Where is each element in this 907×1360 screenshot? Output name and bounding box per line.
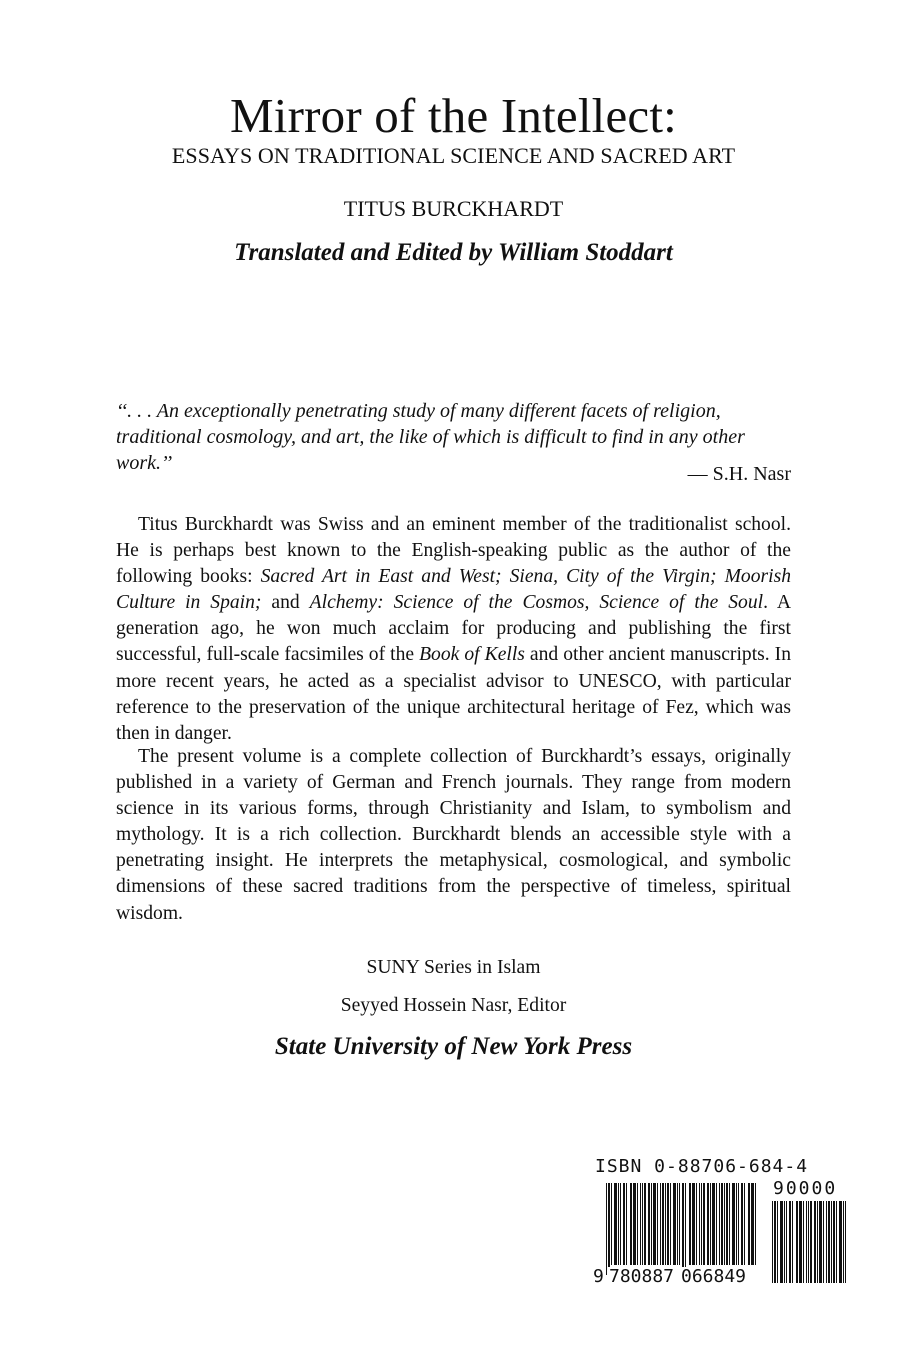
barcode-bar: [729, 1183, 730, 1265]
barcode-bar: [823, 1201, 824, 1283]
barcode-bar: [744, 1183, 745, 1265]
isbn-barcode: [590, 1157, 850, 1307]
barcode-bar: [817, 1201, 818, 1283]
price-code: 90000: [773, 1178, 838, 1199]
barcode-bar: [630, 1183, 632, 1265]
endorsement-quote: ‘‘. . . An exceptionally penetrating study of many different facets of religion, traditional cosmology, and art, the like of which is difficult to find in any other work.’’: [116, 400, 745, 474]
quote-attribution: — S.H. Nasr: [687, 463, 791, 485]
barcode-bar: [780, 1201, 783, 1283]
barcode-bar: [772, 1201, 773, 1283]
p1-text-a: Titus Burckhardt was Swiss and an eminent member of the traditionalist school. He is perhaps best known to the English-speaking public as the author of the following books:: [116, 514, 791, 588]
description-paragraph-1: [116, 512, 791, 747]
barcode-bar: [648, 1183, 650, 1265]
barcode-bar: [836, 1201, 837, 1283]
barcode-bar: [777, 1201, 778, 1283]
barcode-bar: [689, 1183, 691, 1265]
barcode-bar: [845, 1201, 846, 1283]
barcode-bar: [677, 1183, 678, 1265]
barcode-bar: [660, 1183, 661, 1265]
translator-credit: Translated and Edited by William Stoddart: [234, 239, 673, 266]
barcode-bar: [796, 1201, 798, 1283]
barcode-lead-digit: 9: [593, 1266, 604, 1287]
barcode-bar: [657, 1183, 658, 1265]
barcode-bar: [620, 1183, 621, 1265]
barcode-bar: [637, 1183, 638, 1265]
barcode-bar: [623, 1183, 625, 1265]
barcode-bar: [692, 1183, 695, 1265]
barcode-bar: [799, 1201, 802, 1283]
author-name: TITUS BURCKHARDT: [343, 196, 564, 221]
barcode-bar: [843, 1201, 844, 1283]
barcode-bar: [644, 1183, 646, 1265]
p1-text-c: and: [261, 592, 310, 614]
series-editor: Seyyed Hossein Nasr, Editor: [340, 995, 567, 1016]
barcode-bar: [732, 1183, 735, 1265]
p1-text-g: and other ancient manuscripts. In more recent years, he acted as a specialist advisor to UNESCO, with particular reference to the preservation of the unique architectural heritage of Fez, which was then in danger.: [116, 644, 791, 744]
barcode-bar: [748, 1183, 750, 1265]
barcode-bar: [741, 1183, 743, 1265]
barcode-bar: [606, 1183, 607, 1275]
barcode-bar: [736, 1183, 737, 1265]
series-name: SUNY Series in Islam: [366, 957, 541, 978]
barcode-bar: [670, 1183, 671, 1265]
barcode-bar: [831, 1201, 832, 1283]
ean-bars: [606, 1183, 756, 1275]
barcode-bar: [673, 1183, 676, 1265]
barcode-bar: [726, 1183, 728, 1265]
barcode-bar: [716, 1183, 717, 1265]
barcode-bar: [803, 1201, 804, 1283]
barcode-bar: [721, 1183, 723, 1265]
barcode-bar: [614, 1183, 617, 1265]
barcode-bar: [814, 1201, 816, 1283]
barcode-bar: [786, 1201, 787, 1283]
barcode-bar: [724, 1183, 725, 1265]
barcode-bar: [701, 1183, 702, 1265]
barcode-bar: [808, 1201, 809, 1283]
p1-alchemy-title: Alchemy: Science of the Cosmos, Science of the Soul: [309, 592, 764, 614]
barcode-bar: [608, 1183, 610, 1275]
barcode-bar: [833, 1201, 835, 1283]
barcode-bar: [682, 1183, 684, 1275]
barcode-bar: [665, 1183, 666, 1265]
publisher-name: State University of New York Press: [274, 1033, 633, 1060]
isbn-label: ISBN 0-88706-684-4: [595, 1156, 809, 1177]
barcode-left-digits: 780887: [609, 1266, 675, 1287]
barcode-bar: [633, 1183, 636, 1265]
barcode-bar: [826, 1201, 827, 1283]
barcode-bar: [707, 1183, 709, 1265]
book-title: Mirror of the Intellect:: [230, 88, 677, 143]
barcode-bar: [774, 1201, 776, 1283]
barcode-bar: [696, 1183, 697, 1265]
barcode-bar: [611, 1183, 612, 1265]
barcode-bar: [626, 1183, 627, 1265]
barcode-bar: [640, 1183, 641, 1265]
description-paragraph-2: The present volume is a complete collection of Burckhardt’s essays, originally published in a variety of German and French journals. They range from modern science in its various forms, through Christianity and Islam, to symbolism and mythology. It is a rich collection. Burckhardt blends an accessible style with a penetrating insight. He interprets the metaphysical, cosmological, and symbolic dimensions of these sacred traditions from the perspective of timeless, spiritual wisdom.: [116, 746, 791, 924]
barcode-bar: [653, 1183, 656, 1265]
barcode-bar: [679, 1183, 680, 1265]
barcode-bar: [792, 1201, 793, 1283]
barcode-bar: [712, 1183, 715, 1265]
barcode-right-digits: 066849: [681, 1266, 747, 1287]
barcode-bar: [642, 1183, 643, 1265]
barcode-bar: [703, 1183, 705, 1265]
barcode-bar: [699, 1183, 700, 1265]
barcode-bar: [751, 1183, 754, 1265]
barcode-bar: [618, 1183, 619, 1265]
p1-book-titles: Sacred Art in East and West; Siena, City of the Virgin; Moorish Culture in Spain;: [116, 566, 791, 614]
barcode-bar: [784, 1201, 785, 1283]
barcode-bar: [839, 1201, 842, 1283]
barcode-bar: [789, 1201, 791, 1283]
barcode-bar: [710, 1183, 711, 1265]
barcode-bar: [719, 1183, 720, 1265]
price-addon-bars: [772, 1201, 846, 1283]
barcode-bar: [806, 1201, 807, 1283]
barcode-bar: [662, 1183, 664, 1265]
book-subtitle: ESSAYS ON TRADITIONAL SCIENCE AND SACRED ART: [171, 143, 736, 168]
barcode-bar: [755, 1183, 756, 1265]
barcode-bar: [738, 1183, 739, 1265]
p1-kells-title: Book of Kells: [419, 644, 525, 666]
barcode-bar: [828, 1201, 830, 1283]
barcode-bar: [810, 1201, 812, 1283]
barcode-bar: [685, 1183, 686, 1275]
p1-text-e: . A generation ago, he won much acclaim for producing and publishing the first successful, full-scale facsimiles of the: [116, 592, 791, 666]
barcode-bar: [667, 1183, 669, 1265]
barcode-bar: [651, 1183, 652, 1265]
barcode-bar: [819, 1201, 822, 1283]
